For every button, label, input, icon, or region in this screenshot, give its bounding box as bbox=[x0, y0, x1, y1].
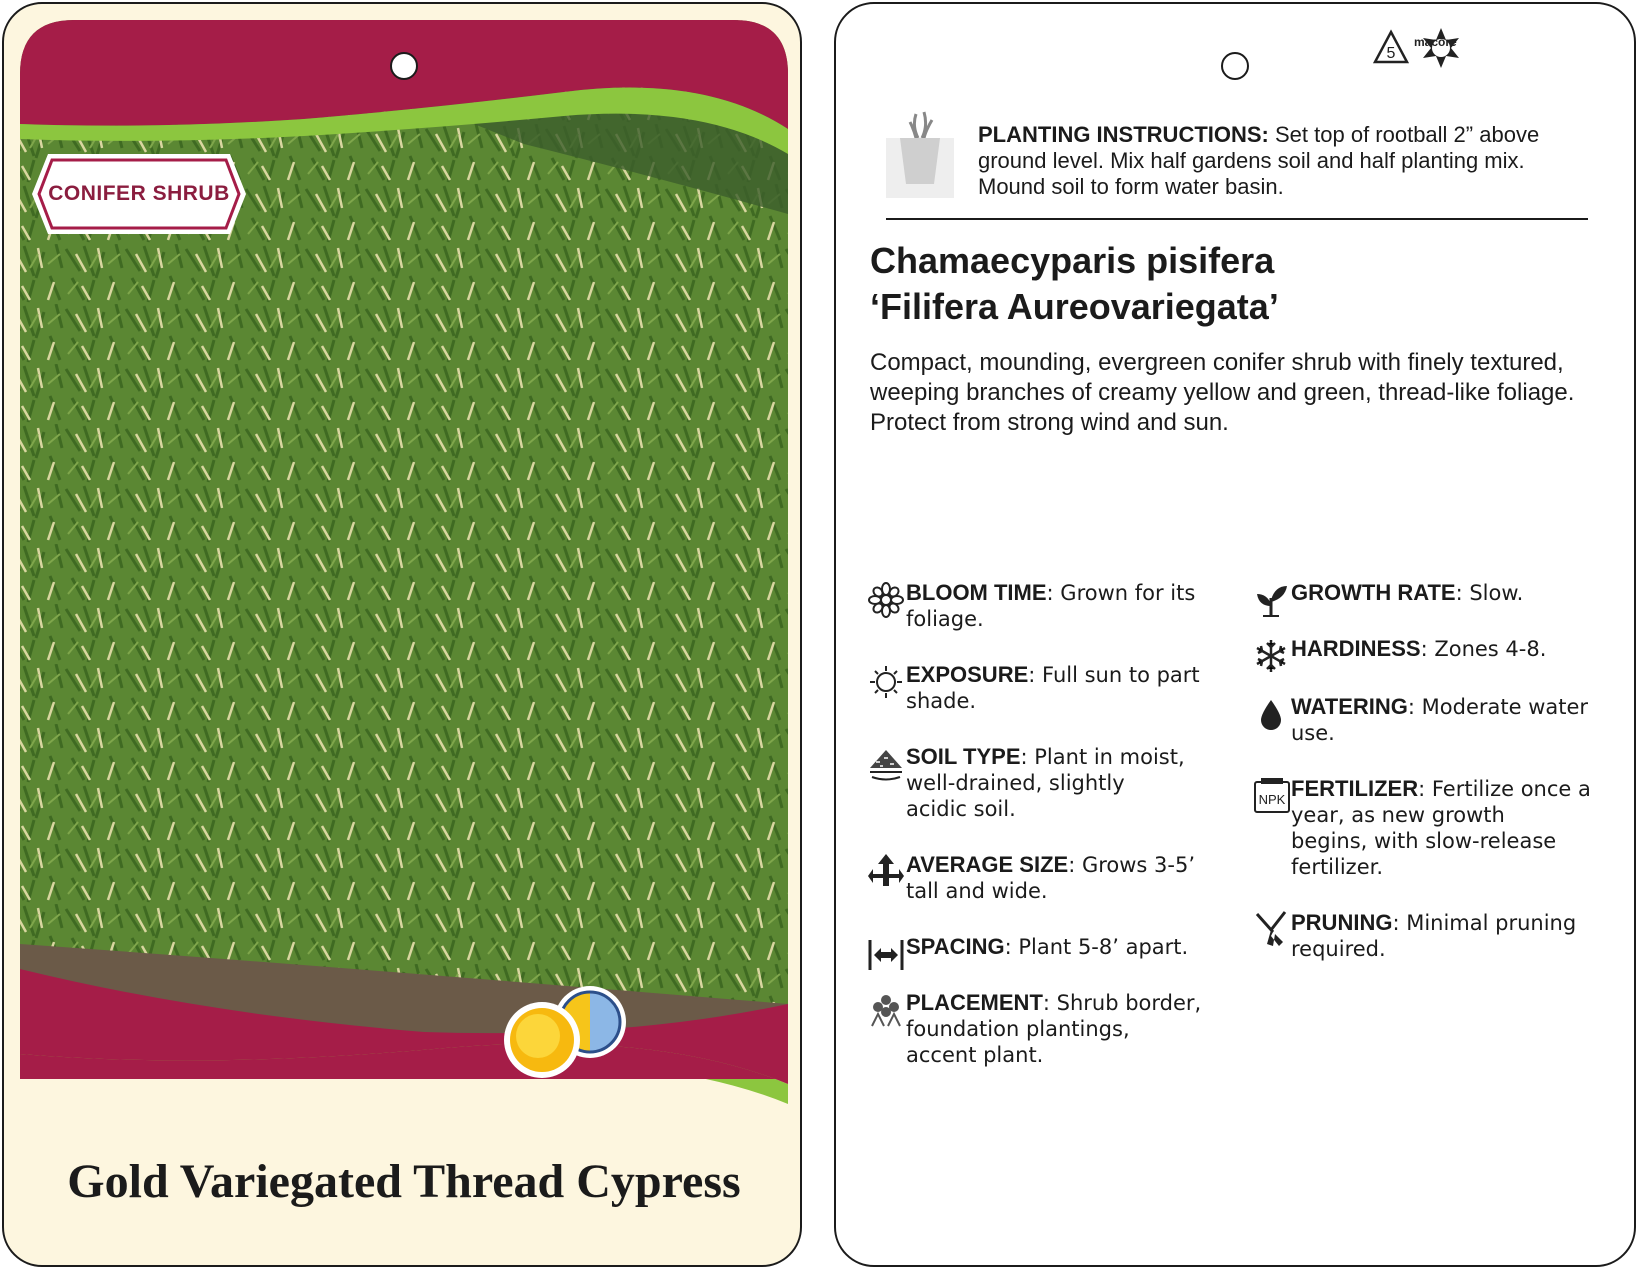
placement-icon bbox=[868, 990, 906, 1030]
botanical-name-line1: Chamaecyparis pisifera bbox=[870, 240, 1275, 281]
common-name: Gold Variegated Thread Cypress bbox=[67, 1155, 741, 1208]
category-badge bbox=[32, 154, 246, 234]
recycle-icon bbox=[1373, 26, 1483, 72]
tag-back bbox=[834, 2, 1636, 1267]
category-badge-label: CONIFER SHRUB bbox=[48, 182, 230, 205]
flower-icon bbox=[868, 580, 906, 620]
sun-icon bbox=[868, 662, 906, 702]
attribute-hardiness: HARDINESS: Zones 4-8. bbox=[1253, 636, 1546, 676]
pruners-icon bbox=[1253, 910, 1291, 950]
attribute-watering: WATERING: Moderate water use. bbox=[1253, 694, 1588, 746]
sprout-icon bbox=[1253, 580, 1291, 620]
attribute-exposure: EXPOSURE: Full sun to part shade. bbox=[868, 662, 1200, 714]
npk-icon bbox=[1253, 776, 1291, 816]
attribute-bloom-time: BLOOM TIME: Grown for its foliage. bbox=[868, 580, 1195, 632]
attribute-average-size: AVERAGE SIZE: Grows 3-5’ tall and wide. bbox=[868, 852, 1195, 904]
size-icon bbox=[868, 852, 906, 892]
attribute-soil-type: SOIL TYPE: Plant in moist, well-drained, slightly acidic soil. bbox=[868, 744, 1185, 822]
sun-exposure-icons bbox=[502, 984, 634, 1080]
tag-front bbox=[2, 2, 802, 1267]
svg-text:NPK: NPK bbox=[1258, 792, 1286, 807]
plant-description: Compact, mounding, evergreen conifer shrub with finely textured, weeping branches of creamy yellow and green, thread-like foliage. Protect from strong wind and sun. bbox=[870, 349, 1575, 436]
svg-text:5: 5 bbox=[1386, 45, 1396, 62]
spacing-icon bbox=[868, 934, 906, 974]
divider-line bbox=[886, 218, 1588, 220]
water-drop-icon bbox=[1253, 694, 1291, 734]
attribute-placement: PLACEMENT: Shrub border, foundation plantings, accent plant. bbox=[868, 990, 1201, 1068]
planting-instructions-label: PLANTING INSTRUCTIONS: bbox=[978, 122, 1269, 147]
attribute-growth-rate: GROWTH RATE: Slow. bbox=[1253, 580, 1523, 620]
attribute-fertilizer: NPK FERTILIZER: Fertilize once a year, as new growth begins, with slow-release fertilizer. bbox=[1253, 776, 1591, 880]
planting-instructions bbox=[978, 122, 1578, 200]
planting-instructions-text: Set top of rootball 2” above ground level. Mix half gardens soil and half planting mix. Mound soil to form water basin. bbox=[978, 122, 1540, 199]
soil-icon bbox=[868, 744, 906, 784]
full-sun-icon bbox=[504, 1002, 580, 1078]
botanical-name-line2: ‘Filifera Aureovariegata’ bbox=[870, 286, 1279, 327]
attribute-spacing: SPACING: Plant 5-8’ apart. bbox=[868, 934, 1188, 974]
attribute-pruning: PRUNING: Minimal pruning required. bbox=[1253, 910, 1576, 962]
macore-logo-label: macore bbox=[1414, 35, 1457, 49]
hang-hole-back bbox=[1221, 52, 1249, 80]
hang-hole bbox=[390, 52, 418, 80]
potted-plant-icon bbox=[886, 108, 954, 198]
botanical-name bbox=[870, 238, 1590, 330]
snowflake-icon bbox=[1253, 636, 1291, 676]
